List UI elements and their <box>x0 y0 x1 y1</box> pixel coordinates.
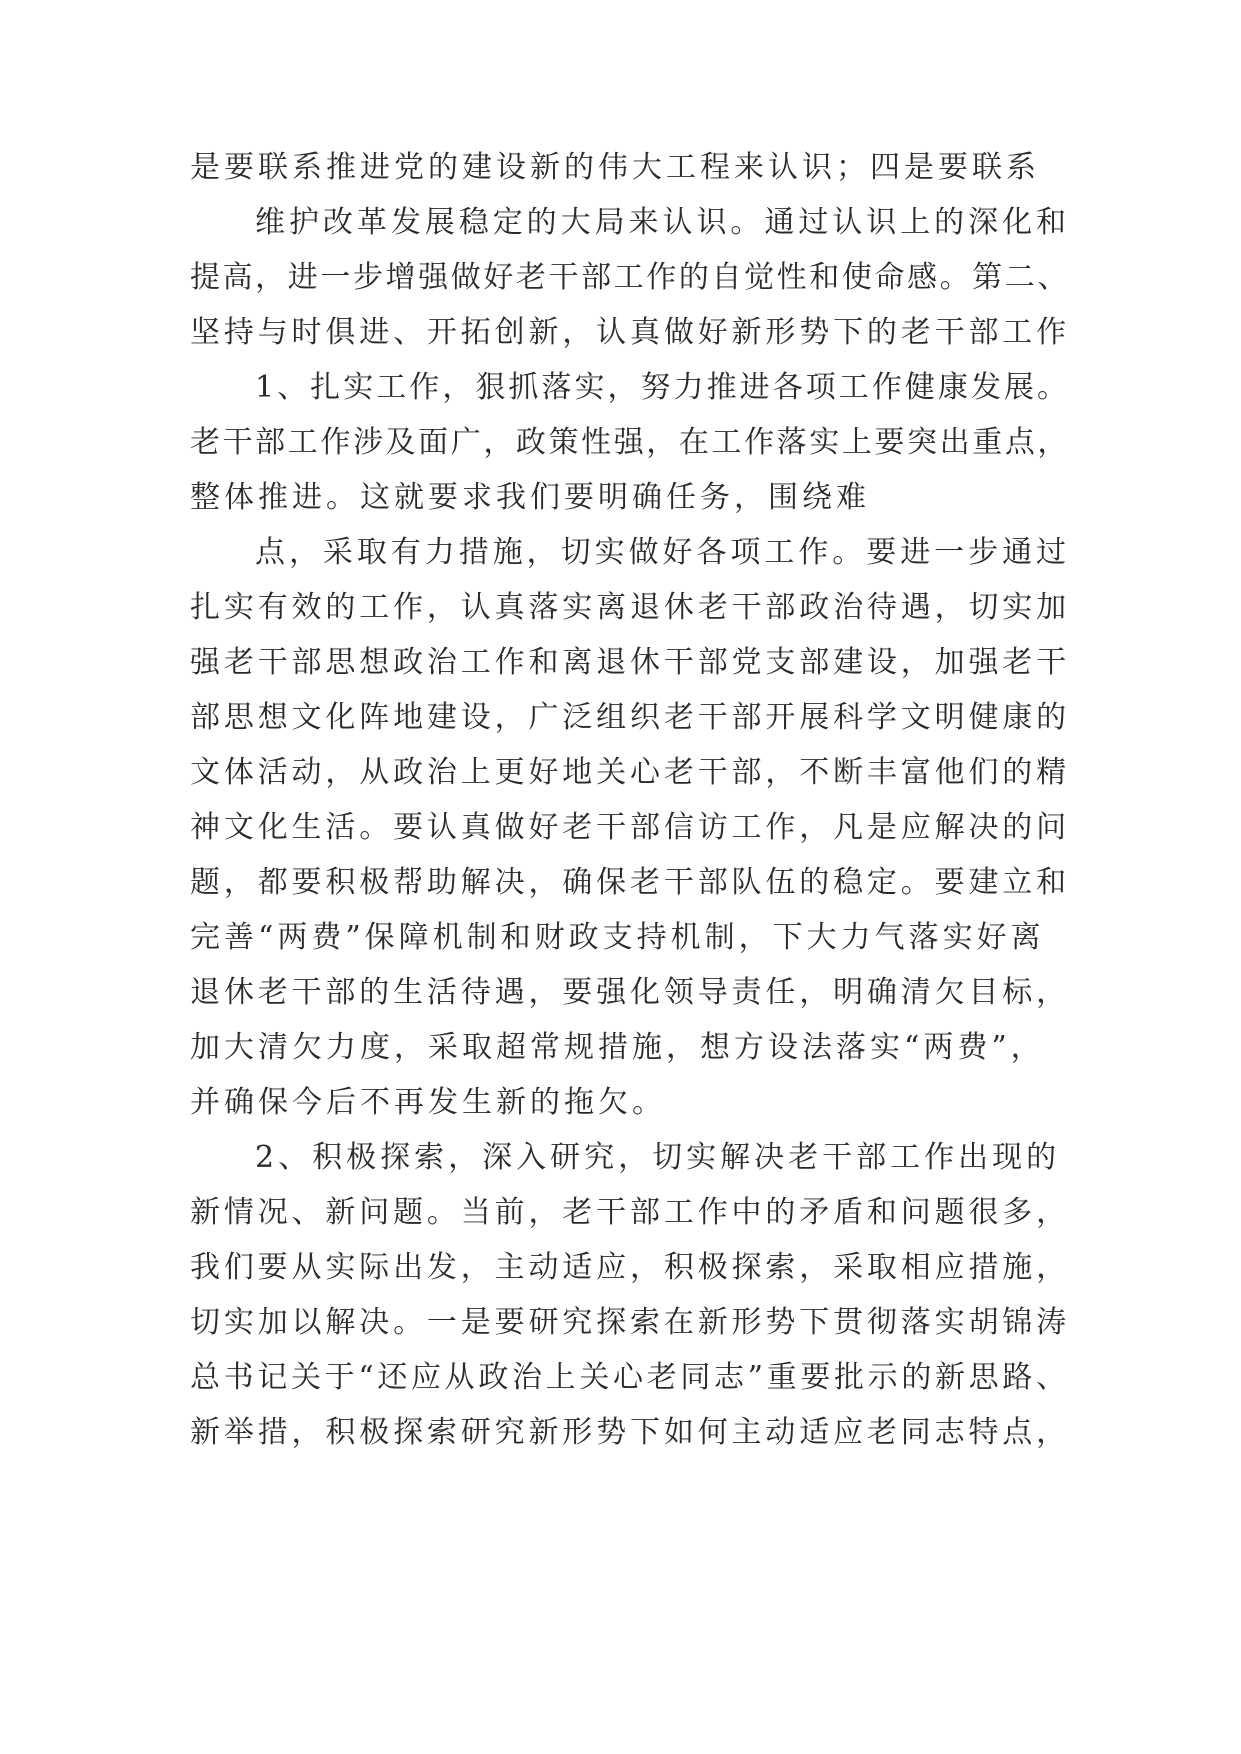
text-line: 老干部工作涉及面广，政策性强，在工作落实上要突出重点， <box>190 425 1070 460</box>
text-line: 整体推进。这就要求我们要明确任务，围绕难 <box>190 480 870 515</box>
text-line: 神文化生活。要认真做好老干部信访工作，凡是应解决的问 <box>190 810 1070 845</box>
text-line: 文体活动，从政治上更好地关心老干部，不断丰富他们的精 <box>190 755 1070 790</box>
text-line: 坚持与时俱进、开拓创新，认真做好新形势下的老干部工作 <box>190 315 1070 350</box>
text-line: 并确保今后不再发生新的拖欠。 <box>190 1085 666 1120</box>
text-line: 扎实有效的工作，认真落实离退休老干部政治待遇，切实加 <box>190 590 1070 625</box>
text-line: 是要联系推进党的建设新的伟大工程来认识；四是要联系 <box>190 150 1040 185</box>
text-line: 维护改革发展稳定的大局来认识。通过认识上的深化和 <box>255 205 1070 240</box>
text-line: 完善“两费”保障机制和财政支持机制，下大力气落实好离 <box>190 920 1045 955</box>
text-line: 1、扎实工作，狠抓落实，努力推进各项工作健康发展。 <box>255 370 1071 405</box>
text-line: 我们要从实际出发，主动适应，积极探索，采取相应措施， <box>190 1250 1070 1285</box>
text-line: 强老干部思想政治工作和离退休干部党支部建设，加强老干 <box>190 645 1070 680</box>
text-line: 总书记关于“还应从政治上关心老同志”重要批示的新思路、 <box>190 1360 1070 1395</box>
text-line: 2、积极探索，深入研究，切实解决老干部工作出现的 <box>255 1140 1061 1175</box>
text-line: 退休老干部的生活待遇，要强化领导责任，明确清欠目标， <box>190 975 1070 1010</box>
text-line: 切实加以解决。一是要研究探索在新形势下贯彻落实胡锦涛 <box>190 1305 1070 1340</box>
text-line: 提高，进一步增强做好老干部工作的自觉性和使命感。第二、 <box>190 260 1070 295</box>
text-line: 加大清欠力度，采取超常规措施，想方设法落实“两费”， <box>190 1030 1045 1065</box>
text-line: 部思想文化阵地建设，广泛组织老干部开展科学文明健康的 <box>190 700 1070 735</box>
text-line: 新情况、新问题。当前，老干部工作中的矛盾和问题很多， <box>190 1195 1070 1230</box>
text-line: 新举措，积极探索研究新形势下如何主动适应老同志特点， <box>190 1415 1070 1450</box>
text-line: 点，采取有力措施，切实做好各项工作。要进一步通过 <box>255 535 1070 570</box>
text-line: 题，都要积极帮助解决，确保老干部队伍的稳定。要建立和 <box>190 865 1070 900</box>
